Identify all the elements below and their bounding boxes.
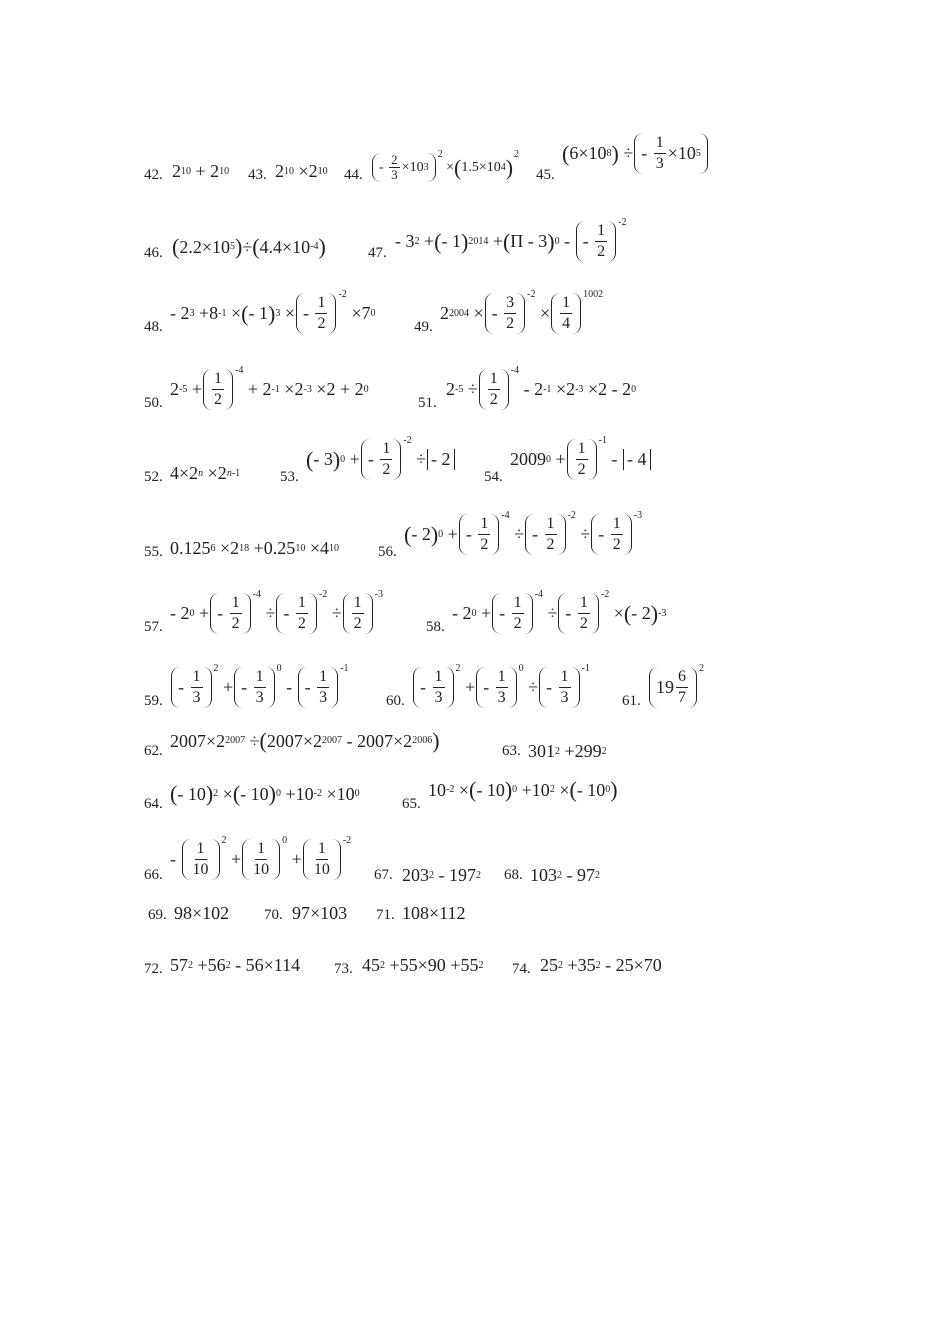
row-42-45 <box>0 134 950 183</box>
row-50-51 <box>0 365 950 411</box>
problem-number: 46. <box>144 245 163 261</box>
expression-55: 0.125 6 ×2 18 +0.25 10 ×4 10 <box>170 538 339 558</box>
problem-number: 54. <box>484 469 503 485</box>
expression-74: 25 2 +35 2 - 25×70 <box>540 955 662 975</box>
problem-number: 60. <box>386 693 405 709</box>
row-62-63 <box>0 728 950 761</box>
problem-number: 48. <box>144 319 163 335</box>
problem-number: 59. <box>144 693 163 709</box>
row-72-74 <box>0 955 950 977</box>
problem-number: 73. <box>334 961 353 977</box>
row-57-58 <box>0 589 950 635</box>
expression-63: 301 2 +299 2 <box>528 741 607 761</box>
expression-71: 108×112 <box>402 903 466 923</box>
problem-number: 67. <box>374 867 393 883</box>
expression-45: ( 6×10 8 ) ÷ - 1 3 ×10 5 <box>562 133 709 174</box>
problem-number: 44. <box>344 167 363 183</box>
expression-46: ( 2.2×10 5 ) ÷ ( 4.4×10 -4 ) <box>172 234 326 259</box>
expression-42: 2 10 + 2 10 <box>172 161 230 181</box>
problem-number: 51. <box>418 395 437 411</box>
expression-53: ( - 3 ) 0 + - 1 2 -2 ÷ - 2 <box>306 439 456 480</box>
problem-number: 45. <box>536 167 555 183</box>
expression-66: - 1 10 2 + 1 10 0 + 1 10 -2 <box>170 835 352 878</box>
problem-number: 52. <box>144 469 163 485</box>
expression-64: ( - 10 ) 2 × ( - 10 ) 0 +10 -2 ×10 0 <box>170 781 360 806</box>
problem-number: 49. <box>414 319 433 335</box>
problem-number: 42. <box>144 167 163 183</box>
problem-number: 70. <box>264 907 283 923</box>
problem-number: 57. <box>144 619 163 635</box>
expression-68: 103 2 - 97 2 <box>530 865 600 885</box>
expression-48: - 2 3 +8 -1 × ( - 1 ) 3 × - 1 2 -2 ×7 0 <box>170 289 376 332</box>
problem-number: 65. <box>402 796 421 812</box>
expression-65: 10 -2 × ( - 10 ) 0 +10 2 × ( - 10 0 ) <box>428 777 618 802</box>
row-64-65 <box>0 777 950 812</box>
expression-59: - 1 3 2 + - 1 3 0 - - 1 3 -1 <box>170 667 349 708</box>
expression-47: - 3 2 + ( - 1 ) 2014 + ( Π - 3 ) 0 - - 1 2 -2 <box>395 217 627 260</box>
expression-58: - 2 0 + - 1 2 -4 ÷ - 1 2 -2 × ( - 2 ) -3 <box>452 589 667 632</box>
expression-62: 2007×2 2007 ÷ ( 2007×2 2007 - 2007×2 2006 ) <box>170 728 440 753</box>
expression-49: 2 2004 × - 3 2 -2 × 1 4 1002 <box>440 289 604 332</box>
expression-70: 97×103 <box>292 903 348 923</box>
row-66-68 <box>0 835 950 885</box>
expression-51: 2 -5 ÷ 1 2 -4 - 2 -1 ×2 -3 ×2 - 2 0 <box>446 365 637 408</box>
expression-67: 203 2 - 197 2 <box>402 865 481 885</box>
expression-43: 2 10 ×2 10 <box>275 161 328 181</box>
expression-50: 2 -5 + 1 2 -4 + 2 -1 ×2 -3 ×2 + 2 0 <box>170 365 369 408</box>
expression-69: 98×102 <box>174 903 230 923</box>
problem-number: 50. <box>144 395 163 411</box>
expression-61: 19 6 7 2 <box>648 667 704 708</box>
expression-52: 4×2 n ×2 n-1 <box>170 463 241 483</box>
problem-number: 43. <box>248 167 267 183</box>
problem-number: 63. <box>502 743 521 759</box>
row-69-71 <box>0 903 950 923</box>
row-48-49 <box>0 289 950 335</box>
row-55-56 <box>0 510 950 560</box>
problem-number: 72. <box>144 961 163 977</box>
problem-number: 61. <box>622 693 641 709</box>
expression-54: 2009 0 + 1 2 -1 - - 4 <box>510 439 652 480</box>
expression-60: - 1 3 2 + - 1 3 0 ÷ - 1 3 -1 <box>412 667 590 708</box>
problem-number: 69. <box>148 907 167 923</box>
expression-44: - 2 3 ×10 3 2 × ( 1.5×10 4 ) 2 <box>371 153 519 182</box>
problem-number: 53. <box>280 469 299 485</box>
expression-73: 45 2 +55×90 +55 2 <box>362 955 484 975</box>
expression-57: - 2 0 + - 1 2 -4 ÷ - 1 2 -2 ÷ 1 2 -3 <box>170 589 383 632</box>
problem-number: 47. <box>368 245 387 261</box>
problem-number: 56. <box>378 544 397 560</box>
problem-number: 55. <box>144 544 163 560</box>
problem-number: 74. <box>512 961 531 977</box>
row-52-54 <box>0 435 950 485</box>
problem-number: 58. <box>426 619 445 635</box>
row-59-61 <box>0 663 950 709</box>
problem-number: 68. <box>504 867 523 883</box>
row-46-47 <box>0 217 950 261</box>
problem-number: 62. <box>144 743 163 759</box>
problem-number: 71. <box>376 907 395 923</box>
problem-number: 64. <box>144 796 163 812</box>
problem-number: 66. <box>144 867 163 883</box>
expression-72: 57 2 +56 2 - 56×114 <box>170 955 301 975</box>
expression-56: ( - 2 ) 0 + - 1 2 -4 ÷ - 1 2 -2 ÷ - 1 2 -3 <box>404 510 643 553</box>
